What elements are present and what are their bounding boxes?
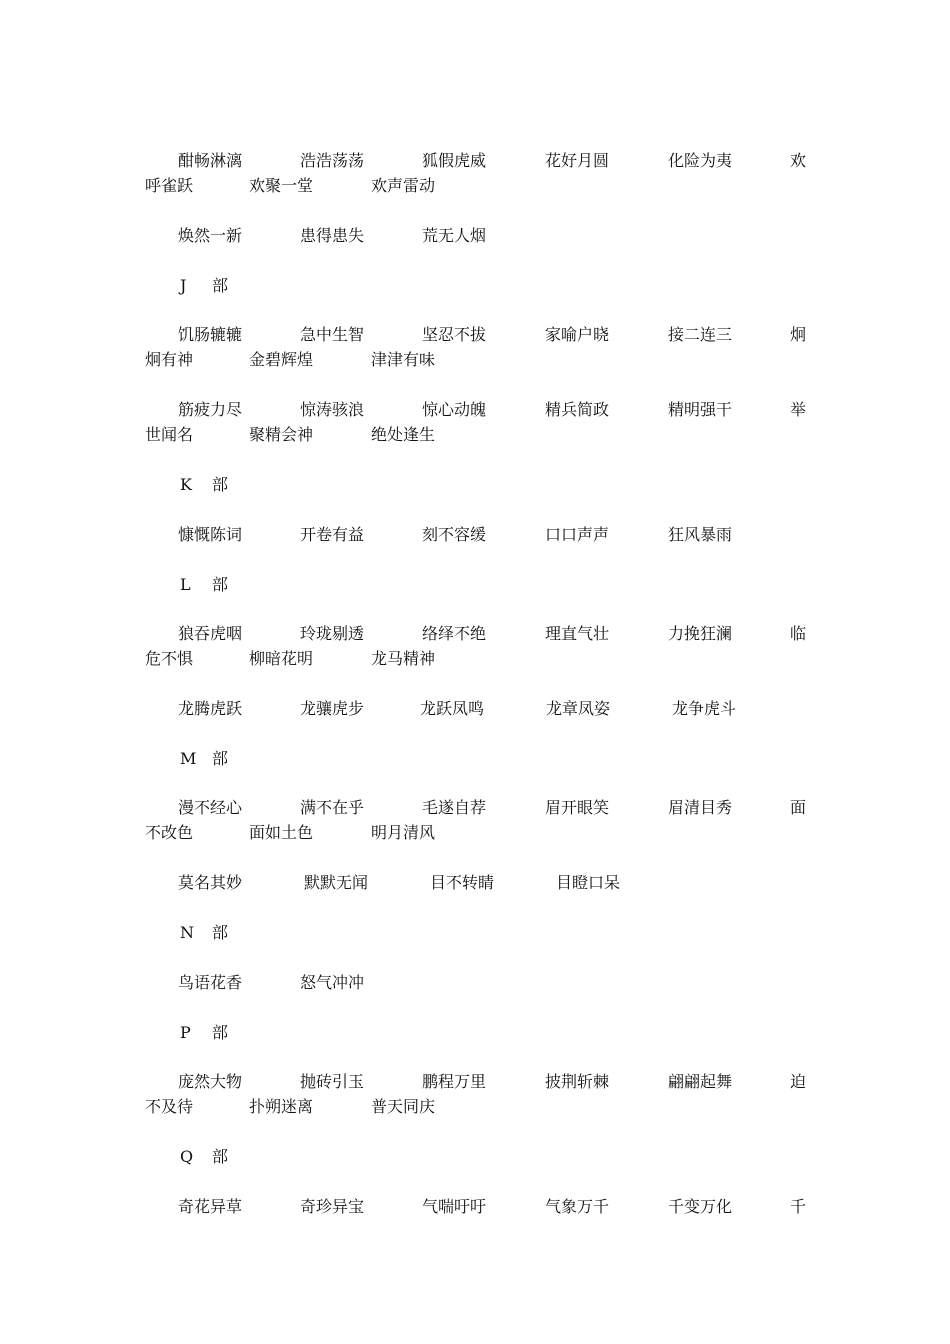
section-letter: J (180, 276, 187, 295)
idiom-word: 津津有味 (371, 350, 436, 369)
idiom-word: 精明强干 (668, 400, 733, 419)
idiom-word: 面 (790, 798, 807, 817)
idiom-word: 面如土色 (249, 823, 314, 842)
idiom-word: 家喻户晓 (545, 325, 610, 344)
section-letter: Q (180, 1147, 194, 1166)
idiom-word: 怒气冲冲 (300, 973, 365, 992)
idiom-word: 狼吞虎咽 (178, 624, 243, 643)
idiom-word: 理直气壮 (545, 624, 610, 643)
idiom-word: 毛遂自荐 (422, 798, 487, 817)
section-suffix: 部 (212, 923, 229, 942)
idiom-word: 披荆斩棘 (545, 1072, 610, 1091)
idiom-word: 目瞪口呆 (556, 873, 621, 892)
idiom-word: 默默无闻 (304, 873, 369, 892)
idiom-word: 龙腾虎跃 (178, 699, 243, 718)
idiom-word: 世闻名 (145, 425, 194, 444)
idiom-word: 精兵简政 (545, 400, 610, 419)
idiom-word: 狐假虎威 (422, 151, 487, 170)
idiom-word: 临 (790, 624, 807, 643)
idiom-word: 络绎不绝 (422, 624, 487, 643)
idiom-word: 目不转睛 (430, 873, 495, 892)
idiom-word: 眉开眼笑 (545, 798, 610, 817)
section-letter: L (180, 575, 191, 594)
idiom-word: 浩浩荡荡 (300, 151, 365, 170)
section-suffix: 部 (212, 1023, 229, 1042)
idiom-word: 庞然大物 (178, 1072, 243, 1091)
idiom-word: 呼雀跃 (145, 176, 194, 195)
section-letter: P (180, 1023, 191, 1042)
idiom-word: 龙争虎斗 (672, 699, 737, 718)
idiom-word: 气喘吁吁 (422, 1197, 487, 1216)
idiom-word: 玲珑剔透 (300, 624, 365, 643)
idiom-word: 炯 (790, 325, 807, 344)
idiom-word: 扑朔迷离 (249, 1097, 314, 1116)
idiom-word: 花好月圆 (545, 151, 610, 170)
idiom-word: 荒无人烟 (422, 226, 487, 245)
idiom-word: 坚忍不拔 (422, 325, 487, 344)
idiom-word: 翩翩起舞 (668, 1072, 733, 1091)
idiom-word: 金碧辉煌 (249, 350, 314, 369)
idiom-word: 奇花异草 (178, 1197, 243, 1216)
idiom-word: 满不在乎 (300, 798, 365, 817)
idiom-word: 奇珍异宝 (300, 1197, 365, 1216)
idiom-word: 危不惧 (145, 649, 194, 668)
idiom-word: 抛砖引玉 (300, 1072, 365, 1091)
idiom-word: 欢聚一堂 (249, 176, 314, 195)
section-suffix: 部 (212, 749, 229, 768)
idiom-word: 龙章凤姿 (546, 699, 611, 718)
idiom-word: 慷慨陈词 (178, 525, 243, 544)
section-suffix: 部 (212, 475, 229, 494)
idiom-word: 惊涛骇浪 (300, 400, 365, 419)
idiom-word: 柳暗花明 (249, 649, 314, 668)
idiom-word: 绝处逢生 (371, 425, 436, 444)
idiom-word: 焕然一新 (178, 226, 243, 245)
idiom-word: 龙马精神 (371, 649, 436, 668)
idiom-word: 惊心动魄 (422, 400, 487, 419)
idiom-word: 气象万千 (545, 1197, 610, 1216)
idiom-word: 千变万化 (668, 1197, 733, 1216)
section-letter: K (180, 475, 192, 494)
idiom-word: 炯有神 (145, 350, 194, 369)
idiom-word: 欢 (790, 151, 807, 170)
idiom-word: 迫 (790, 1072, 807, 1091)
idiom-word: 酣畅淋漓 (178, 151, 243, 170)
section-letter: N (180, 923, 194, 942)
idiom-word: 龙骧虎步 (300, 699, 365, 718)
idiom-word: 力挽狂澜 (668, 624, 733, 643)
idiom-word: 眉清目秀 (668, 798, 733, 817)
idiom-word: 普天同庆 (371, 1097, 436, 1116)
idiom-word: 鸟语花香 (178, 973, 243, 992)
idiom-word: 千 (790, 1197, 807, 1216)
idiom-word: 明月清风 (371, 823, 436, 842)
idiom-word: 不及待 (145, 1097, 194, 1116)
section-suffix: 部 (212, 276, 229, 295)
section-suffix: 部 (212, 1147, 229, 1166)
idiom-word: 不改色 (145, 823, 194, 842)
idiom-word: 莫名其妙 (178, 873, 243, 892)
idiom-word: 筋疲力尽 (178, 400, 243, 419)
idiom-word: 口口声声 (545, 525, 610, 544)
idiom-word: 举 (790, 400, 807, 419)
idiom-word: 聚精会神 (249, 425, 314, 444)
idiom-word: 狂风暴雨 (668, 525, 733, 544)
idiom-word: 漫不经心 (178, 798, 243, 817)
idiom-word: 刻不容缓 (422, 525, 487, 544)
idiom-word: 接二连三 (668, 325, 733, 344)
idiom-word: 鹏程万里 (422, 1072, 487, 1091)
idiom-word: 急中生智 (300, 325, 365, 344)
section-suffix: 部 (212, 575, 229, 594)
idiom-word: 患得患失 (300, 226, 365, 245)
idiom-word: 饥肠辘辘 (178, 325, 243, 344)
idiom-word: 开卷有益 (300, 525, 365, 544)
idiom-word: 欢声雷动 (371, 176, 436, 195)
idiom-word: 龙跃凤鸣 (420, 699, 485, 718)
section-letter: M (180, 749, 197, 768)
idiom-word: 化险为夷 (668, 151, 733, 170)
